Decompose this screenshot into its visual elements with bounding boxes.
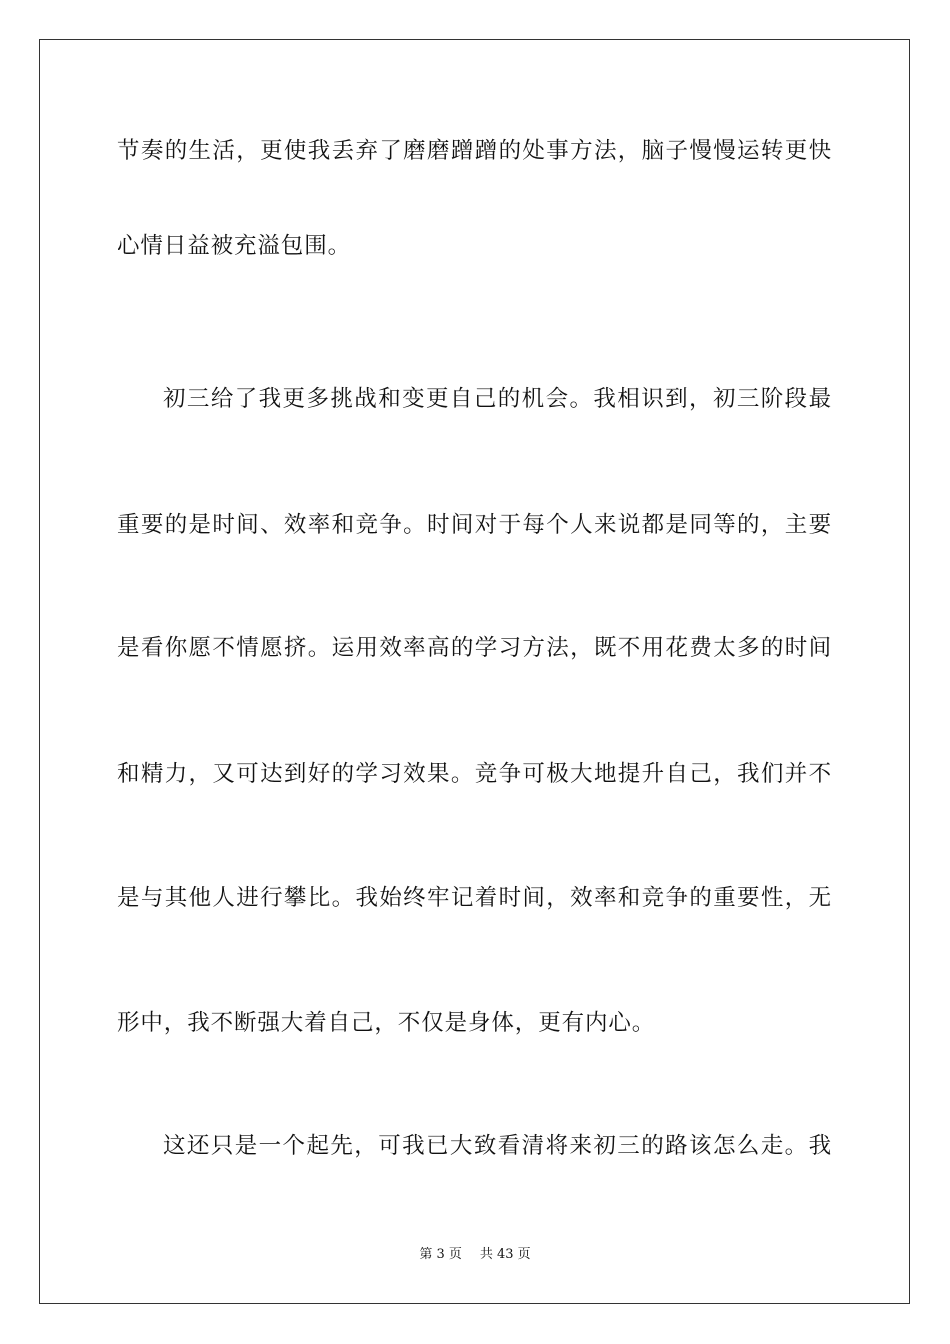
- page-number: 第 3 页: [419, 1247, 462, 1262]
- text-line: 心情日益被充溢包围。: [117, 233, 352, 259]
- text-line: 重要的是时间、效率和竞争。时间对于每个人来说都是同等的，主要: [117, 512, 832, 538]
- text-line: 这还只是一个起先，可我已大致看清将来初三的路该怎么走。我: [163, 1133, 832, 1159]
- page-footer: [0, 1246, 950, 1264]
- page-border: [39, 39, 910, 1304]
- text-line: 节奏的生活，更使我丢弃了磨磨蹭蹭的处事方法，脑子慢慢运转更快: [117, 138, 832, 164]
- text-line: 初三给了我更多挑战和变更自己的机会。我相识到，初三阶段最: [163, 386, 832, 412]
- text-line: 是与其他人进行攀比。我始终牢记着时间，效率和竞争的重要性，无: [117, 885, 832, 911]
- text-line: 和精力，又可达到好的学习效果。竞争可极大地提升自己，我们并不: [117, 761, 832, 787]
- text-line: 形中，我不断强大着自己，不仅是身体，更有内心。: [117, 1010, 656, 1036]
- page-total: 共 43 页: [479, 1247, 531, 1262]
- text-line: 是看你愿不情愿挤。运用效率高的学习方法，既不用花费太多的时间: [117, 635, 832, 661]
